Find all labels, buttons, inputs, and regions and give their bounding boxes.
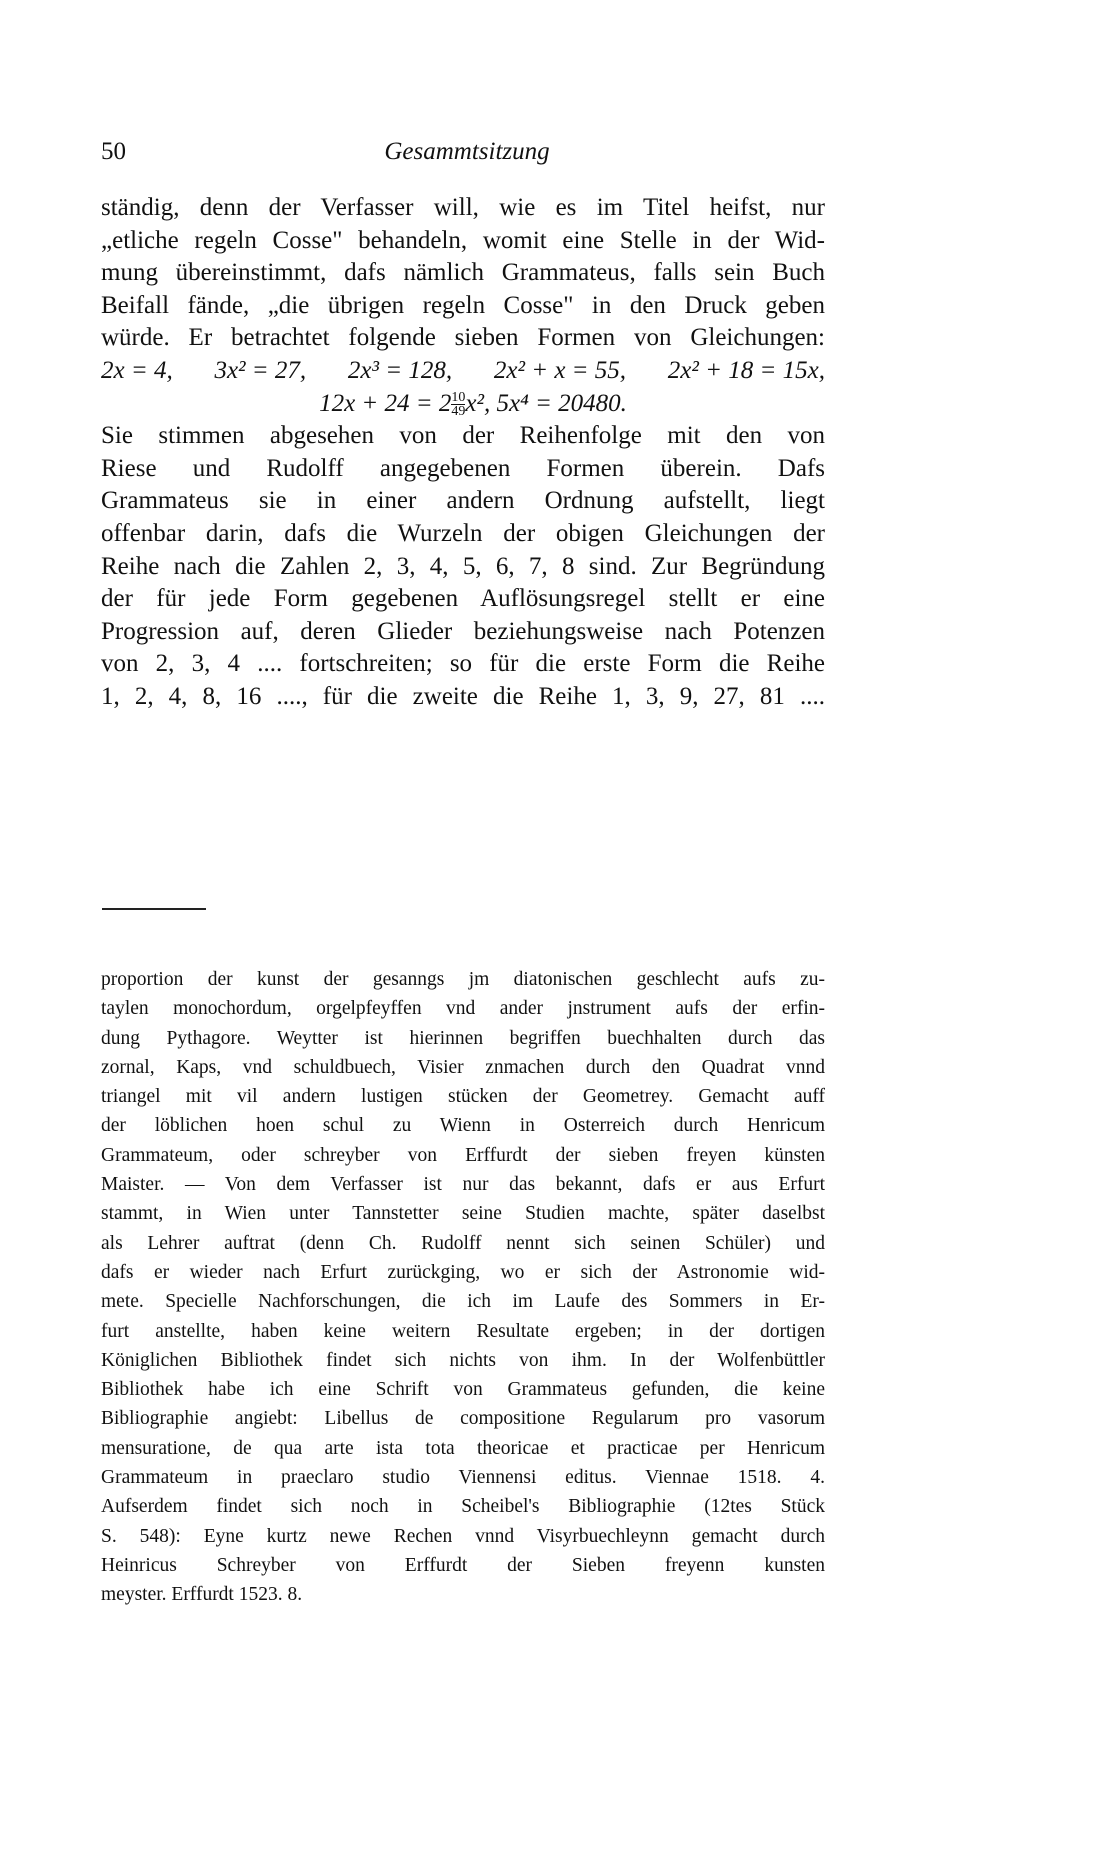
footnote-line: der löblichen hoen schul zu Wienn in Osterreich durch Henricum: [101, 1115, 825, 1137]
text-line: der für jede Form gegebenen Auflösungsregel stellt er eine: [101, 585, 825, 613]
footnote-line: mete. Specielle Nachforschungen, die ich im Laufe des Sommers in Er-: [101, 1291, 825, 1313]
equation: 2x² + x = 55,: [493, 356, 627, 384]
footnote-line: Heinricus Schreyber von Erffurdt der Sieben freyenn kunsten: [101, 1554, 825, 1576]
running-head: [101, 138, 825, 168]
equation: 2x = 4,: [101, 356, 173, 384]
footnote-line: als Lehrer auftrat (denn Ch. Rudolff nennt sich seinen Schüler) und: [101, 1232, 825, 1254]
footnote-divider: [102, 908, 206, 910]
section-title: Gesammtsitzung: [384, 138, 550, 165]
footnote-line: zornal, Kaps, vnd schuldbuech, Visier znmachen durch den Quadrat vnnd: [101, 1056, 825, 1078]
fraction-denominator: 49: [451, 404, 466, 420]
text-line: Progression auf, deren Glieder beziehungsweise nach Potenzen: [101, 617, 825, 645]
equation: 2x² + 18 = 15x,: [667, 356, 825, 384]
fraction-numerator: 10: [451, 390, 466, 406]
text-line: 1, 2, 4, 8, 16 ...., für die zweite die Reihe 1, 3, 9, 27, 81 ....: [101, 682, 825, 710]
footnote-line: Grammateum, oder schreyber von Erffurdt der sieben freyen künsten: [101, 1144, 825, 1166]
text-line: [101, 257, 825, 290]
text-line: von 2, 3, 4 .... fortschreiten; so für die erste Form die Reihe: [101, 650, 825, 678]
page-number: 50: [101, 138, 126, 165]
footnote-line: meyster. Erffurdt 1523. 8.: [101, 1584, 303, 1606]
text-line: Riese und Rudolff angegebenen Formen überein. Dafs: [101, 454, 825, 482]
text-line: ständig, denn der Verfasser will, wie es im Titel heifst, nur: [101, 194, 825, 221]
footnote-line: dung Pythagore. Weytter ist hierinnen begriffen buechhalten durch das: [101, 1027, 825, 1049]
footnote-line: taylen monochordum, orgelpfeyffen vnd ander jnstrument aufs der erfin-: [101, 998, 825, 1020]
footnote-line: Grammateum in praeclaro studio Viennensi editus. Viennae 1518. 4.: [101, 1467, 825, 1489]
footnote-line: Maister. — Von dem Verfasser ist nur das bekannt, dafs er aus Erfurt: [101, 1174, 825, 1196]
footnote-line: triangel mit vil andern lustigen stücken der Geometrey. Gemacht auff: [101, 1086, 825, 1108]
footnote-line: Bibliographie angiebt: Libellus de compositione Regularum pro vasorum: [101, 1408, 825, 1430]
fraction: [451, 391, 465, 418]
footnote-line: Aufserdem findet sich noch in Scheibel's Bibliographie (12tes Stück: [101, 1496, 825, 1518]
main-text: [101, 192, 825, 714]
footnote-line: S. 548): Eyne kurtz newe Rechen vnnd Visyrbuechleynn gemacht durch: [101, 1525, 825, 1547]
equation: x², 5x⁴ = 20480.: [465, 389, 627, 417]
equation: 2x³ = 128,: [347, 356, 453, 384]
footnote-line: furt anstellte, haben keine weitern Resultate ergeben; in der dortigen: [101, 1320, 825, 1342]
text-line: Reihe nach die Zahlen 2, 3, 4, 5, 6, 7, 8 sind. Zur Begründung: [101, 552, 825, 580]
text-line: offenbar darin, dafs die Wurzeln der obigen Gleichungen der: [101, 519, 825, 547]
footnote-line: Bibliothek habe ich eine Schrift von Grammateus gefunden, die keine: [101, 1379, 825, 1401]
footnote-line: Königlichen Bibliothek findet sich nichts von ihm. In der Wolfenbüttler: [101, 1349, 825, 1371]
footnote-text-block: [101, 965, 825, 1610]
text-segment: mung übereinstimmt, dafs nämlich Grammateus, falls sein Buch: [101, 259, 825, 287]
text-line: Beifall fände, „die übrigen regeln Cosse" in den Druck geben: [101, 291, 825, 319]
equation-line: [101, 388, 825, 421]
equation: 3x² = 27,: [214, 356, 307, 384]
footnote-line: dafs er wieder nach Erfurt zurückging, wo er sich der Astronomie wid-: [101, 1261, 825, 1283]
footnote-line: proportion der kunst der gesanngs jm diatonischen geschlecht aufs zu-: [101, 969, 825, 990]
text-line: „etliche regeln Cosse" behandeln, womit eine Stelle in der Wid-: [101, 226, 825, 254]
text-line: Sie stimmen abgesehen von der Reihenfolge mit den von: [101, 422, 825, 450]
text-line: würde. Er betrachtet folgende sieben Formen von Gleichungen:: [101, 324, 825, 352]
equation: 12x + 24 = 2: [319, 389, 452, 417]
footnote-line: mensuratione, de qua arte ista tota theoricae et practicae per Henricum: [101, 1437, 825, 1459]
equation-line: [101, 355, 825, 388]
footnote-line: stammt, in Wien unter Tannstetter seine Studien machte, später daselbst: [101, 1203, 825, 1225]
text-line: Grammateus sie in einer andern Ordnung aufstellt, liegt: [101, 487, 825, 515]
